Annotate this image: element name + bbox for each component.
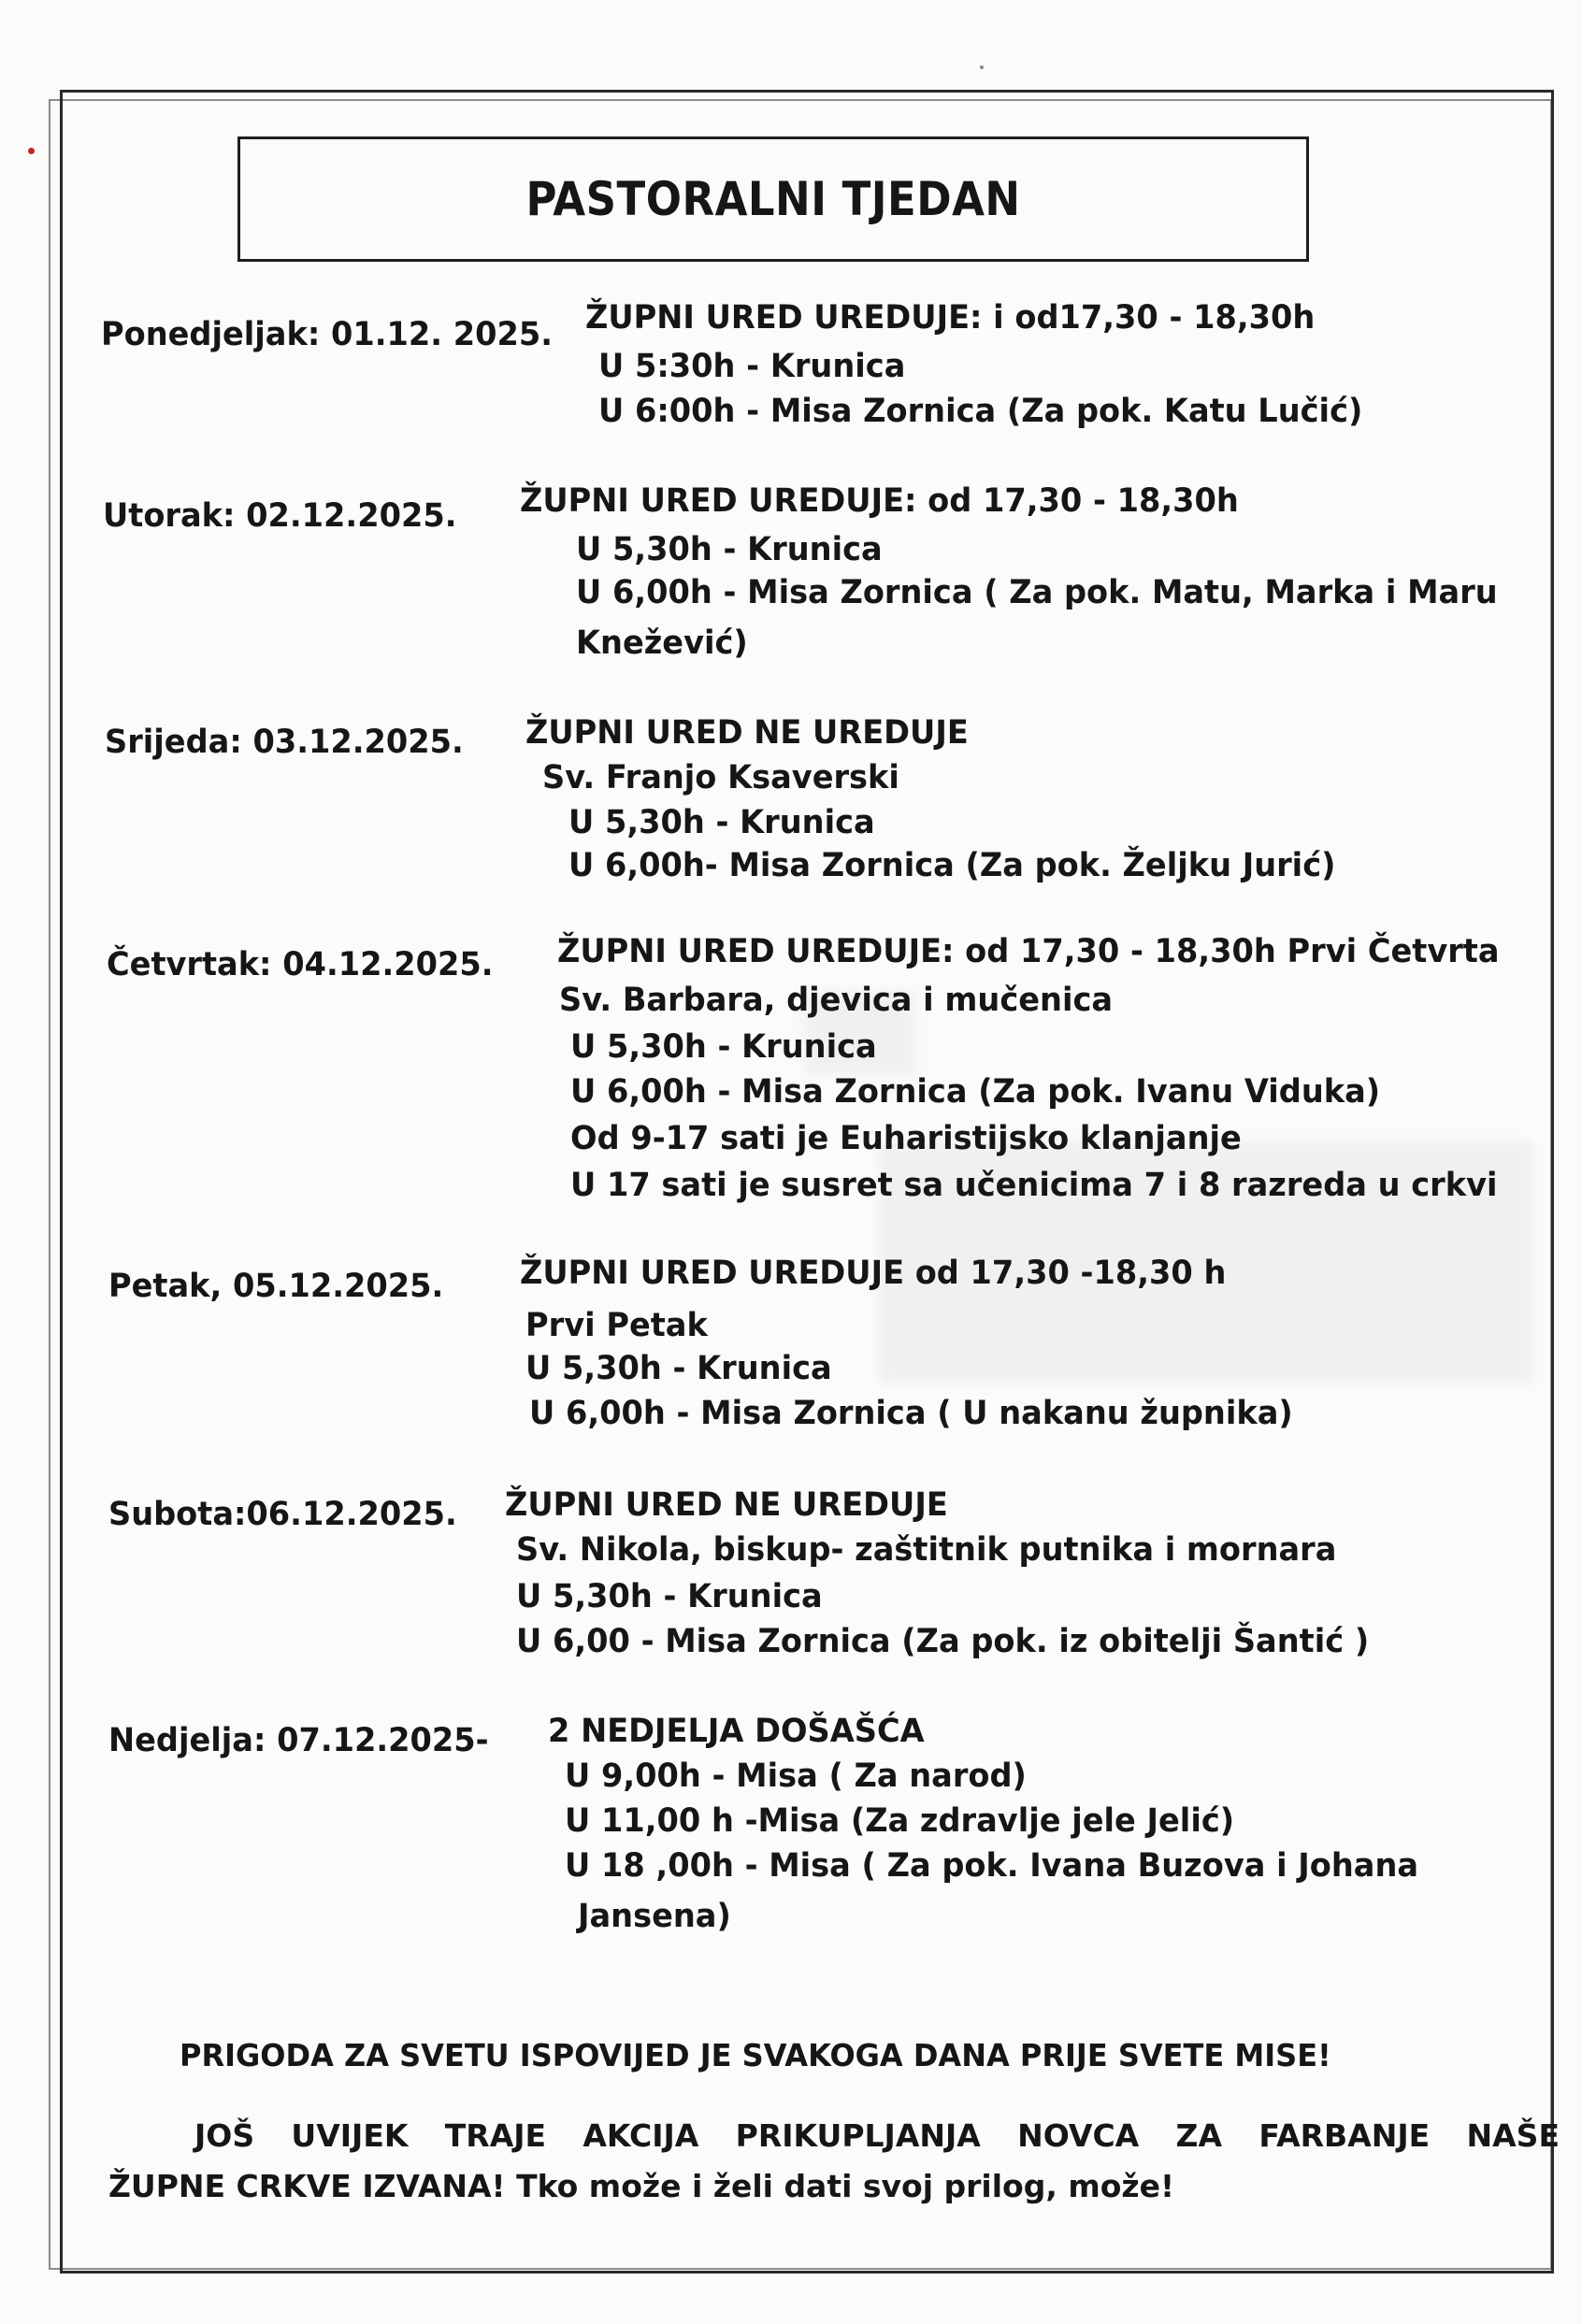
schedule-line: U 9,00h - Misa ( Za narod)	[565, 1757, 1027, 1795]
schedule-line: Knežević)	[576, 624, 748, 662]
schedule-line: U 5,30h - Krunica	[570, 1028, 877, 1066]
schedule-line: Sv. Franjo Ksaverski	[542, 759, 899, 796]
schedule-line: U 11,00 h -Misa (Za zdravlje jele Jelić)	[565, 1802, 1235, 1840]
office-hours: 2 NEDJELJA DOŠAŠĆA	[548, 1713, 925, 1750]
day-label: Utorak: 02.12.2025.	[103, 497, 457, 535]
schedule-line: Prvi Petak	[525, 1307, 708, 1344]
schedule-line: U 6,00h - Misa Zornica ( U nakanu župnika)	[529, 1395, 1293, 1432]
schedule-line: U 6,00h - Misa Zornica (Za pok. Ivanu Viduka)	[570, 1073, 1381, 1111]
schedule-line: U 6,00h - Misa Zornica ( Za pok. Matu, Marka i Maru	[576, 574, 1498, 611]
scan-ink-mark	[28, 148, 35, 154]
day-label: Četvrtak: 04.12.2025.	[107, 946, 494, 983]
schedule-line: U 6,00h- Misa Zornica (Za pok. Željku Jurić)	[568, 847, 1336, 884]
page-title	[237, 136, 1309, 262]
office-hours: ŽUPNI URED UREDUJE od 17,30 -18,30 h	[520, 1255, 1227, 1292]
day-label: Nedjelja: 07.12.2025-	[108, 1722, 489, 1759]
schedule-line: U 5:30h - Krunica	[598, 348, 906, 385]
page-title-text: PASTORALNI TJEDAN	[525, 172, 1021, 226]
schedule-line: U 6,00 - Misa Zornica (Za pok. iz obitelji Šantić )	[516, 1623, 1370, 1660]
day-label: Srijeda: 03.12.2025.	[105, 724, 464, 761]
schedule-line: U 5,30h - Krunica	[525, 1350, 832, 1387]
office-hours: ŽUPNI URED NE UREDUJE	[525, 714, 969, 752]
day-label: Petak, 05.12.2025.	[108, 1268, 444, 1305]
schedule-line: U 6:00h - Misa Zornica (Za pok. Katu Lučić)	[598, 393, 1363, 430]
schedule-line: U 17 sati je susret sa učenicima 7 i 8 razreda u crkvi	[570, 1167, 1498, 1204]
schedule-line: U 5,30h - Krunica	[516, 1578, 823, 1615]
schedule-line: U 18 ,00h - Misa ( Za pok. Ivana Buzova i Johana	[565, 1847, 1419, 1885]
schedule-line: U 5,30h - Krunica	[568, 804, 875, 841]
office-hours: ŽUPNI URED NE UREDUJE	[505, 1486, 948, 1524]
schedule-line: Sv. Barbara, djevica i mučenica	[559, 982, 1114, 1019]
scan-dust-dot	[980, 65, 984, 69]
day-label: Ponedjeljak: 01.12. 2025.	[101, 316, 553, 353]
schedule-line: Od 9-17 sati je Euharistijsko klanjanje	[570, 1120, 1242, 1157]
confession-notice: PRIGODA ZA SVETU ISPOVIJED JE SVAKOGA DANA PRIJE SVETE MISE!	[180, 2037, 1331, 2073]
fundraising-notice-line-2: ŽUPNE CRKVE IZVANA! Tko može i želi dati svoj prilog, može!	[108, 2168, 1175, 2204]
schedule-line: U 5,30h - Krunica	[576, 531, 883, 568]
office-hours: ŽUPNI URED UREDUJE: od 17,30 - 18,30h Prvi Četvrta	[557, 933, 1500, 970]
office-hours: ŽUPNI URED UREDUJE: i od17,30 - 18,30h	[585, 299, 1316, 337]
day-label: Subota:06.12.2025.	[108, 1496, 457, 1533]
schedule-line: Sv. Nikola, biskup- zaštitnik putnika i mornara	[516, 1531, 1337, 1569]
schedule-line: Jansena)	[578, 1898, 731, 1935]
fundraising-notice-line-1: JOŠ UVIJEK TRAJE AKCIJA PRIKUPLJANJA NOVCA ZA FARBANJE NAŠE	[194, 2117, 1560, 2154]
office-hours: ŽUPNI URED UREDUJE: od 17,30 - 18,30h	[520, 482, 1239, 520]
